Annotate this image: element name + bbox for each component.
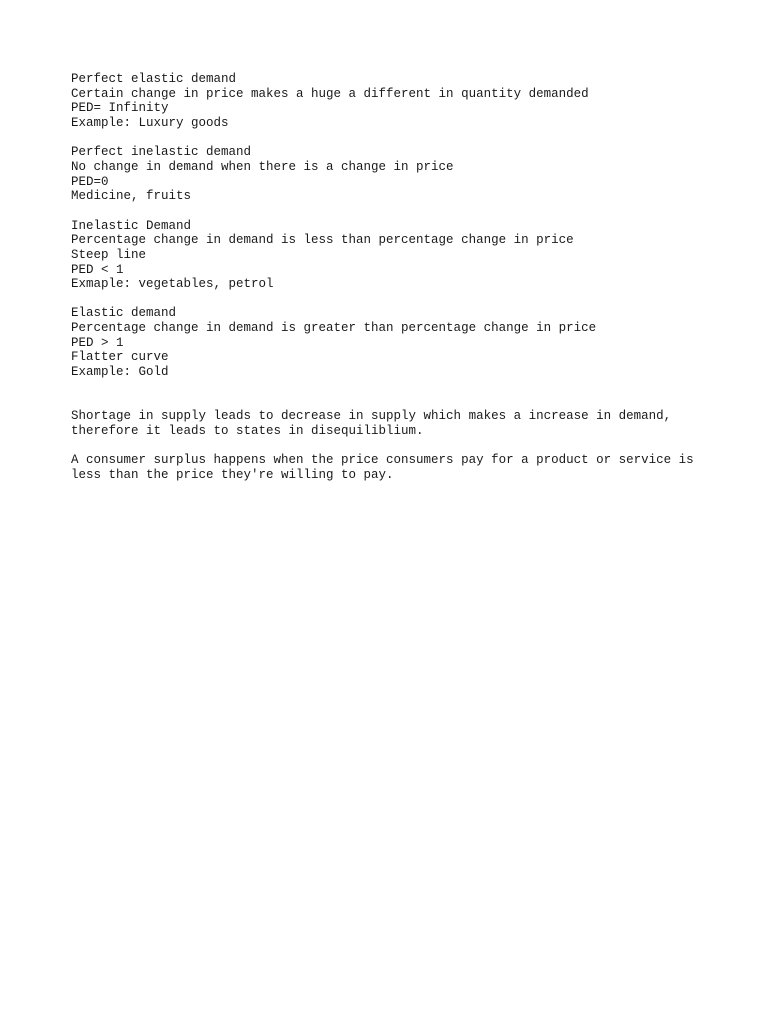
section-text: No change in demand when there is a change in price [71, 159, 454, 174]
spacer [71, 438, 751, 453]
section-heading: Perfect elastic demand [71, 72, 237, 86]
section-text: Percentage change in demand is less than percentage change in price [71, 233, 574, 248]
section-heading: Perfect inelastic demand [71, 145, 252, 160]
section-inelastic-demand [71, 219, 751, 292]
spacer [71, 204, 751, 219]
paragraph-shortage [71, 409, 751, 438]
spacer [71, 292, 751, 307]
section-text: Flatter curve [71, 350, 169, 365]
spacer [71, 380, 751, 409]
paragraph-text: less than the price they're willing to pay. [71, 467, 394, 482]
paragraph-consumer-surplus [71, 453, 751, 482]
section-perfect-inelastic-demand [71, 145, 751, 204]
section-elastic-demand [71, 306, 751, 379]
section-text: PED > 1 [71, 335, 124, 350]
spacer [71, 131, 751, 146]
section-text: Steep line [71, 247, 147, 262]
paragraph-text: therefore it leads to states in disequiliblium. [71, 423, 424, 438]
paragraph-text: Shortage in supply leads to decrease in supply which makes a increase in demand, [71, 409, 672, 424]
section-text: PED < 1 [71, 262, 124, 277]
section-heading: Elastic demand [71, 306, 177, 321]
section-text: Example: Gold [71, 365, 169, 380]
section-text: Percentage change in demand is greater than percentage change in price [71, 321, 597, 336]
paragraph-text: A consumer surplus happens when the price consumers pay for a product or service is [71, 452, 694, 467]
section-text: PED=0 [71, 174, 109, 189]
section-text: Medicine, fruits [71, 189, 192, 204]
section-text: PED= Infinity [71, 101, 169, 116]
document-body [71, 72, 751, 482]
section-heading: Inelastic Demand [71, 218, 192, 233]
section-text: Certain change in price makes a huge a different in quantity demanded [71, 86, 589, 101]
section-perfect-elastic-demand [71, 72, 751, 131]
section-text: Exmaple: vegetables, petrol [71, 277, 274, 292]
section-text: Example: Luxury goods [71, 115, 229, 130]
